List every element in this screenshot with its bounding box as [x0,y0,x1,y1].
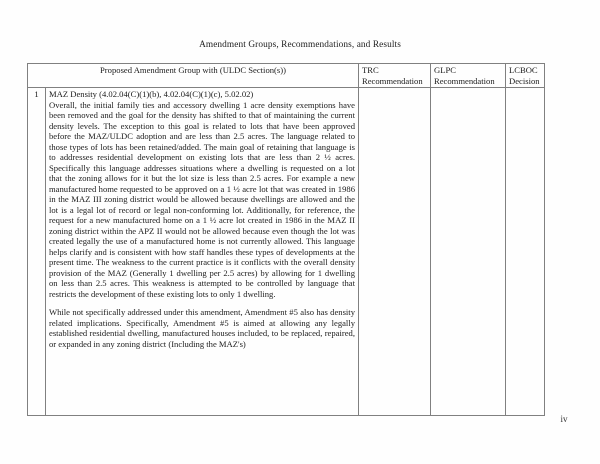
page-title: Amendment Groups, Recommendations, and Results [199,40,401,50]
amendments-table [27,63,545,416]
amendment-paragraph-2: While not specifically addressed under this amendment, Amendment #5 also has density related implications. Specifically, Amendment #5 is aimed at allowing any legally established residential dwelling, manufactured houses included, to be replaced, repaired, or expanded in any zoning district (Including the MAZ's) [49,307,355,349]
row-number: 1 [28,88,46,416]
amendment-paragraph-1: Overall, the initial family ties and accessory dwelling 1 acre density exemptions have been removed and the goal for the density has shifted to that of maintaining the current density levels. The exception to this goal is related to lots that have been approved before the MAZ/ULDC adoption and are less than 2.5 acres. The language related to those types of lots has been retained/added. The main goal of retaining that language is to addresses residential development on existing lots that are less than 2 ½ acres. Specifically this language addresses situations where a dwelling is requested on a lot that the zoning allows for it but the lot size is less than 2.5 acres. For example a new manufactured home requested to be approved on a 1 ½ acre lot that was created in 1986 in the MAZ III zoning district would be allowed because dwellings are allowed and the lot is a legal lot of record or legal non-conforming lot. Additionally, for reference, the request for a new manufactured home on a 1 ½ acre lot created in 1986 in the MAZ II zoning district within the APZ II would not be allowed because even though the lot was created legally the use of a manufactured home is not currently allowed. This language helps clarify and is consistent with how staff handles these types of developments at the present time. The weakness to the current practice is it conflicts with the overall density provision of the MAZ (Generally 1 dwelling per 2.5 acres) by allowing for 1 dwelling on less than 2.5 acres. This weakness is attempted to be controlled by language that restricts the development of these existing lots to only 1 dwelling. [49,99,355,299]
glpc-recommendation-cell [431,88,506,416]
page-number: iv [560,414,568,424]
amendment-description-cell [46,88,359,416]
lcboc-decision-cell [506,88,545,416]
trc-recommendation-cell [359,88,431,416]
column-header-trc-recommendation: TRC Recommendation [359,64,431,88]
column-header-amendment-group: Proposed Amendment Group with (ULDC Section(s)) [28,64,359,88]
table-header-row [28,64,545,88]
amendment-heading: MAZ Density (4.02.04(C)(1)(b), 4.02.04(C)(1)(c), 5.02.02) [49,89,254,99]
column-header-lcboc-decision: LCBOC Decision [506,64,545,88]
column-header-glpc-recommendation: GLPC Recommendation [431,64,506,88]
table-row-amendment-1 [28,88,545,416]
